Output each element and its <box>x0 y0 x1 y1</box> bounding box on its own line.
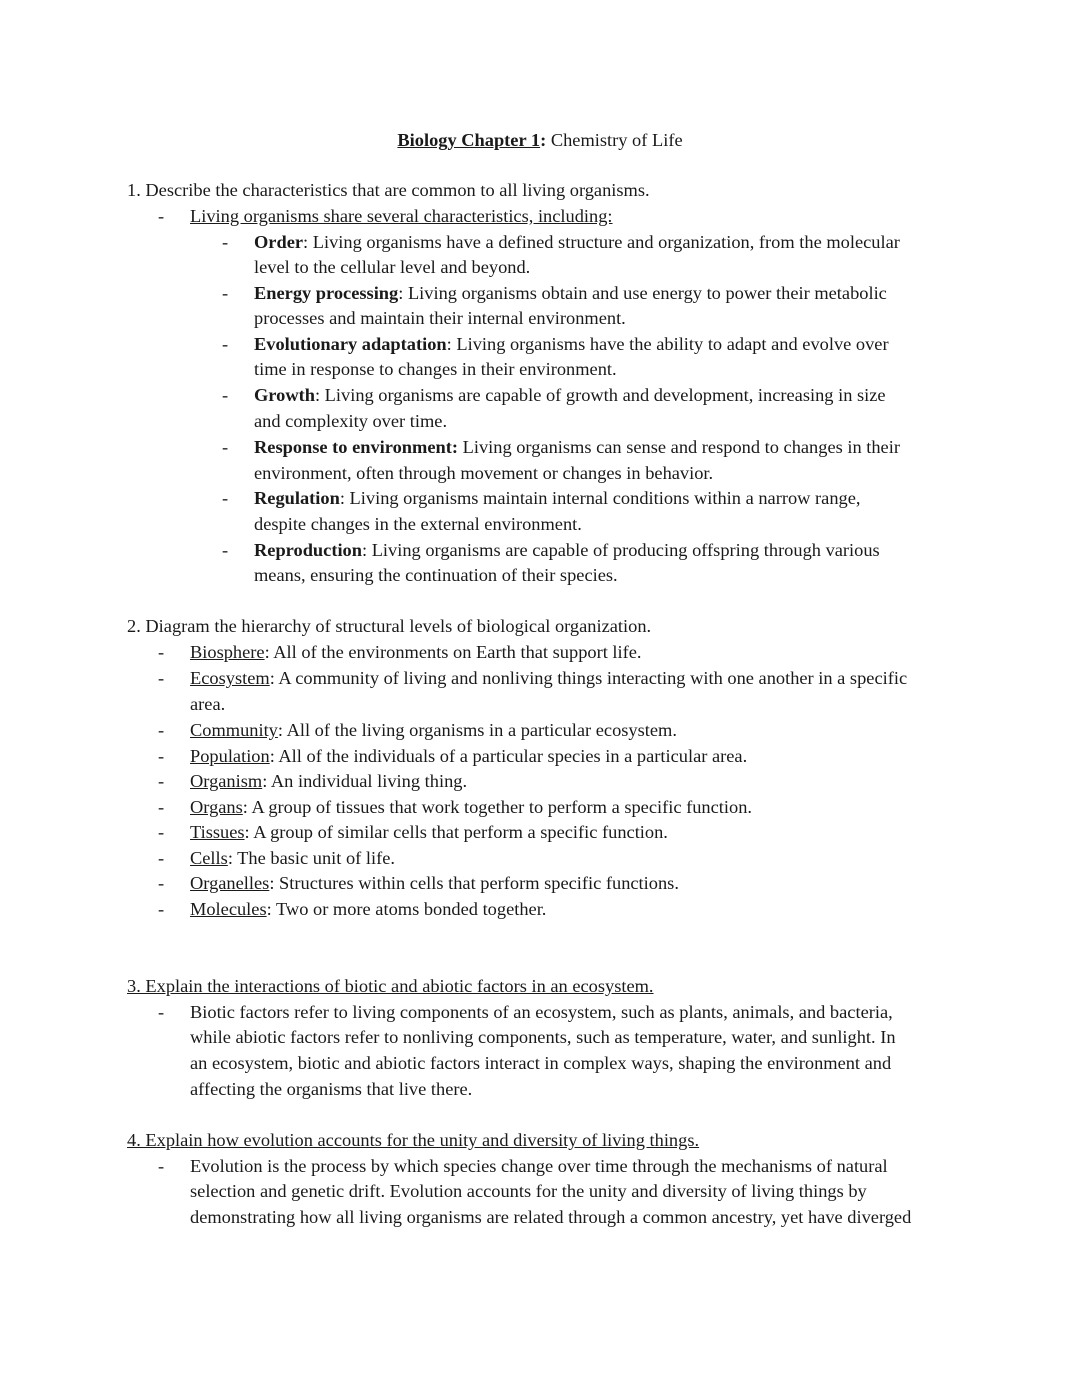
list-item <box>190 846 395 870</box>
bullet-dash: - <box>158 1156 165 1176</box>
item-term: Ecosystem <box>190 668 270 688</box>
paragraph-line: Biotic factors refer to living components of an ecosystem, such as plants, animals, and bacteria, <box>190 1002 893 1022</box>
question-2: 2. Diagram the hierarchy of structural levels of biological organization. <box>127 616 652 636</box>
list-item <box>254 435 900 459</box>
item-text-continued: despite changes in the external environment. <box>254 514 582 534</box>
item-text: : Structures within cells that perform specific functions. <box>269 873 679 893</box>
item-text: : Two or more atoms bonded together. <box>266 899 547 919</box>
list-item <box>254 538 880 562</box>
bullet-dash: - <box>222 488 229 508</box>
item-text: : A group of similar cells that perform a specific function. <box>244 822 668 842</box>
item-term: Biosphere <box>190 642 265 662</box>
list-item <box>190 897 546 921</box>
list-item <box>254 332 889 356</box>
item-term: Growth <box>254 385 315 405</box>
bullet-dash: - <box>158 848 165 868</box>
bullet-dash: - <box>158 746 165 766</box>
item-term: Response to environment: <box>254 437 458 457</box>
item-text: : Living organisms have a defined structure and organization, from the molecular <box>303 232 900 252</box>
item-text-continued: area. <box>190 694 226 714</box>
list-item <box>190 744 747 768</box>
item-text: : A community of living and nonliving things interacting with one another in a specific <box>269 668 908 688</box>
item-term: Population <box>190 746 270 766</box>
item-text: : Living organisms maintain internal conditions within a narrow range, <box>339 488 861 508</box>
bullet-dash: - <box>158 899 165 919</box>
bullet-dash: - <box>158 720 165 740</box>
bullet-dash: - <box>158 771 165 791</box>
item-text: : Living organisms obtain and use energy to power their metabolic <box>398 283 887 303</box>
list-item <box>190 871 679 895</box>
item-text-continued: environment, often through movement or changes in behavior. <box>254 463 714 483</box>
item-text-continued: and complexity over time. <box>254 411 448 431</box>
question-4: 4. Explain how evolution accounts for the unity and diversity of living things. <box>127 1130 700 1150</box>
title-colon: : <box>540 130 547 150</box>
item-term: Community <box>190 720 278 740</box>
item-term: Order <box>254 232 304 252</box>
list-item <box>190 820 668 844</box>
question-3: 3. Explain the interactions of biotic and abiotic factors in an ecosystem. <box>127 976 654 996</box>
item-term: Organs <box>190 797 243 817</box>
list-item <box>190 718 677 742</box>
item-text: : Living organisms are capable of growth and development, increasing in size <box>314 385 886 405</box>
item-term: Cells <box>190 848 228 868</box>
list-item <box>254 486 860 510</box>
bullet-dash: - <box>158 668 165 688</box>
title-prefix: Biology Chapter 1 <box>397 130 541 150</box>
q1-intro: Living organisms share several characteristics, including: <box>190 206 613 226</box>
item-text-continued: time in response to changes in their environment. <box>254 359 617 379</box>
bullet-dash: - <box>158 822 165 842</box>
paragraph-line: Evolution is the process by which species change over time through the mechanisms of natural <box>190 1156 888 1176</box>
item-term: Organelles <box>190 873 270 893</box>
bullet-dash: - <box>222 437 229 457</box>
item-text-continued: processes and maintain their internal environment. <box>254 308 626 328</box>
bullet-dash: - <box>158 873 165 893</box>
question-1: 1. Describe the characteristics that are common to all living organisms. <box>127 180 650 200</box>
bullet-dash: - <box>222 334 229 354</box>
paragraph-line: selection and genetic drift. Evolution accounts for the unity and diversity of living things by <box>190 1181 867 1201</box>
item-term: Regulation <box>254 488 340 508</box>
item-text: : All of the environments on Earth that support life. <box>264 642 642 662</box>
list-item <box>254 383 886 407</box>
paragraph-line: affecting the organisms that live there. <box>190 1079 473 1099</box>
list-item <box>190 640 642 664</box>
paragraph-line: demonstrating how all living organisms are related through a common ancestry, yet have diverged <box>190 1207 912 1227</box>
item-text: : Living organisms have the ability to adapt and evolve over <box>446 334 889 354</box>
bullet-dash: - <box>222 385 229 405</box>
bullet-dash: - <box>158 1002 165 1022</box>
bullet-dash: - <box>158 797 165 817</box>
list-item <box>190 795 752 819</box>
item-text: : A group of tissues that work together to perform a specific function. <box>242 797 752 817</box>
item-text: : The basic unit of life. <box>227 848 395 868</box>
paragraph-line: while abiotic factors refer to nonliving components, such as temperature, water, and sunlight. In <box>190 1027 896 1047</box>
item-term: Evolutionary adaptation <box>254 334 447 354</box>
page-title <box>0 128 1080 152</box>
list-item <box>254 281 887 305</box>
bullet-dash: - <box>158 206 165 226</box>
bullet-dash: - <box>222 540 229 560</box>
title-rest: Chemistry of Life <box>546 130 683 150</box>
item-term: Organism <box>190 771 263 791</box>
bullet-dash: - <box>222 232 229 252</box>
item-text-continued: level to the cellular level and beyond. <box>254 257 531 277</box>
item-text: : An individual living thing. <box>262 771 468 791</box>
item-text: : All of the individuals of a particular species in a particular area. <box>269 746 748 766</box>
item-text: Living organisms can sense and respond to changes in their <box>458 437 900 457</box>
list-item <box>190 666 907 690</box>
bullet-dash: - <box>158 642 165 662</box>
item-text-continued: means, ensuring the continuation of their species. <box>254 565 618 585</box>
paragraph-line: an ecosystem, biotic and abiotic factors interact in complex ways, shaping the environment and <box>190 1053 892 1073</box>
list-item <box>190 769 467 793</box>
list-item <box>254 230 900 254</box>
item-term: Energy processing <box>254 283 399 303</box>
item-term: Reproduction <box>254 540 362 560</box>
bullet-dash: - <box>222 283 229 303</box>
item-text: : All of the living organisms in a particular ecosystem. <box>277 720 677 740</box>
item-term: Molecules <box>190 899 267 919</box>
item-term: Tissues <box>190 822 245 842</box>
item-text: : Living organisms are capable of producing offspring through various <box>361 540 880 560</box>
